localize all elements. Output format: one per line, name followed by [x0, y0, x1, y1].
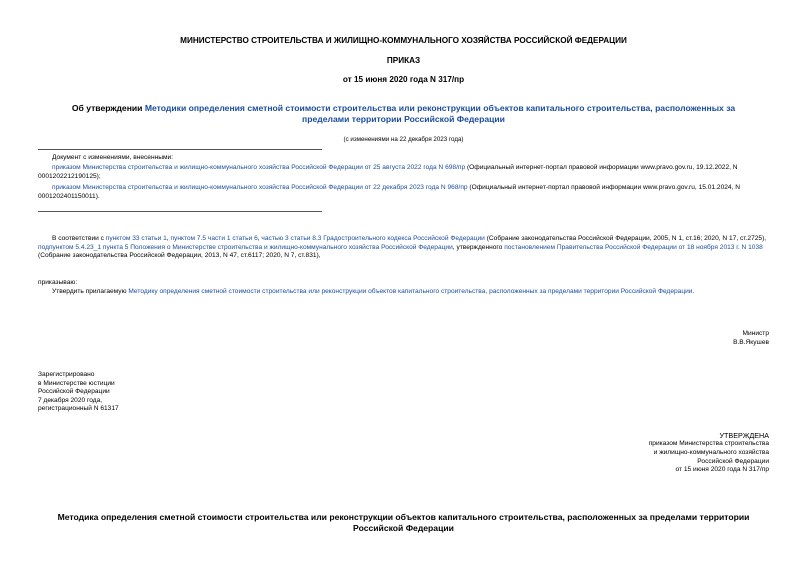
approval-line: Российской Федерации: [697, 457, 769, 465]
changes-top-divider: [38, 149, 322, 150]
changes-intro: Документ с изменениями, внесенными:: [52, 154, 174, 161]
approval-heading: УТВЕРЖДЕНА: [719, 431, 769, 440]
page-title: [50, 103, 757, 125]
approval-paragraph: [38, 288, 772, 297]
preamble-paragraph: [38, 235, 772, 261]
approval-line: от 15 июня 2020 года N 317/пр: [675, 466, 769, 474]
signature-name: В.В.Якушев: [733, 339, 769, 346]
registration-line: Российской Федерации: [38, 388, 110, 396]
gradostroitelny-code-link[interactable]: частью 3 статьи 8.3 Градостроительного кодекса Российской Федерации: [261, 235, 485, 242]
registration-line: 7 декабря 2020 года,: [38, 396, 103, 404]
preamble-text-2: ,: [166, 235, 171, 242]
approval-text-1: Утвердить прилагаемую: [52, 288, 129, 295]
ministry-regulation-link[interactable]: подпунктом 5.4.23_1 пункта 5 Положения о Министерстве строительства и жилищно-коммунального хозяйства Российской Федерации: [38, 243, 453, 251]
revision-note: (с изменениями на 22 декабря 2023 года): [343, 136, 464, 143]
preamble-text-3: ,: [257, 235, 262, 242]
registration-block: [38, 371, 238, 414]
approval-block: [519, 431, 769, 475]
approval-line: приказом Министерства строительства: [648, 440, 769, 448]
preamble-text-6: (Собрание законодательства Российской Федерации, 2013, N 47, ст.6117; 2020, N 7, ст.831),: [38, 252, 321, 260]
registration-line: Зарегистрировано: [38, 371, 95, 378]
change-item-1: [38, 164, 772, 181]
article-1-point-33-link[interactable]: пунктом 33 статьи 1: [105, 235, 167, 242]
title-prefix: Об утверждении: [71, 103, 145, 113]
change-item-2-text: (Официальный интернет-портал правовой информации www.pravo.gov.ru, 15.01.2024, N 0001202401150011).: [38, 184, 741, 200]
change-item-1-text: (Официальный интернет-портал правовой информации www.pravo.gov.ru, 19.12.2022, N 0001202212190125);: [38, 164, 738, 180]
order-word: приказываю:: [38, 279, 78, 286]
registration-line: регистрационный N 61317: [38, 405, 119, 413]
methodology-title: Методика определения сметной стоимости строительства или реконструкции объектов капитального строительства, расположенных за пределами территории Российской Федерации: [57, 512, 750, 533]
government-decree-1038-link[interactable]: постановлением Правительства Российской Федерации от 18 ноября 2013 г. N 1038: [504, 243, 763, 251]
approval-line: и жилищно-коммунального хозяйства: [653, 449, 769, 456]
registration-line: в Министерстве юстиции: [38, 379, 115, 387]
signature-position: Министр: [742, 330, 769, 337]
document-date-number: от 15 июня 2020 года N 317/пр: [342, 75, 465, 84]
ministry-name: МИНИСТЕРСТВО СТРОИТЕЛЬСТВА И ЖИЛИЩНО-КОММУНАЛЬНОГО ХОЗЯЙСТВА РОССИЙСКОЙ ФЕДЕРАЦИИ: [180, 36, 627, 45]
approval-text-2: .: [692, 288, 695, 295]
change-item-2: [38, 184, 772, 201]
methodology-title-link[interactable]: Методики определения сметной стоимости строительства или реконструкции объектов капитального строительства, расположенных за пределами территории Российской Федерации: [144, 103, 736, 124]
document-type: ПРИКАЗ: [386, 56, 421, 65]
methodology-link[interactable]: Методику определения сметной стоимости строительства или реконструкции объектов капитального строительства, расположенных за пределами территории Российской Федерации: [128, 288, 693, 295]
preamble-text-1: В соответствии с: [52, 235, 106, 242]
preamble-text-5: , утвержденного: [452, 243, 505, 251]
article-6-point-7-5-link[interactable]: пунктом 7.5 части 1 статьи 6: [170, 235, 258, 242]
preamble-text-4: (Собрание законодательства Российской Федерации, 2005, N 1, ст.16; 2020, N 17, ст.2725),: [484, 235, 767, 242]
change-order-698-link[interactable]: приказом Министерства строительства и жилищно-коммунального хозяйства Российской Федерации от 25 августа 2022 года N 698/пр: [52, 164, 466, 171]
changes-bottom-divider: [38, 211, 322, 212]
change-order-968-link[interactable]: приказом Министерства строительства и жилищно-коммунального хозяйства Российской Федерации от 22 декабря 2023 года N 968/пр: [52, 184, 468, 191]
